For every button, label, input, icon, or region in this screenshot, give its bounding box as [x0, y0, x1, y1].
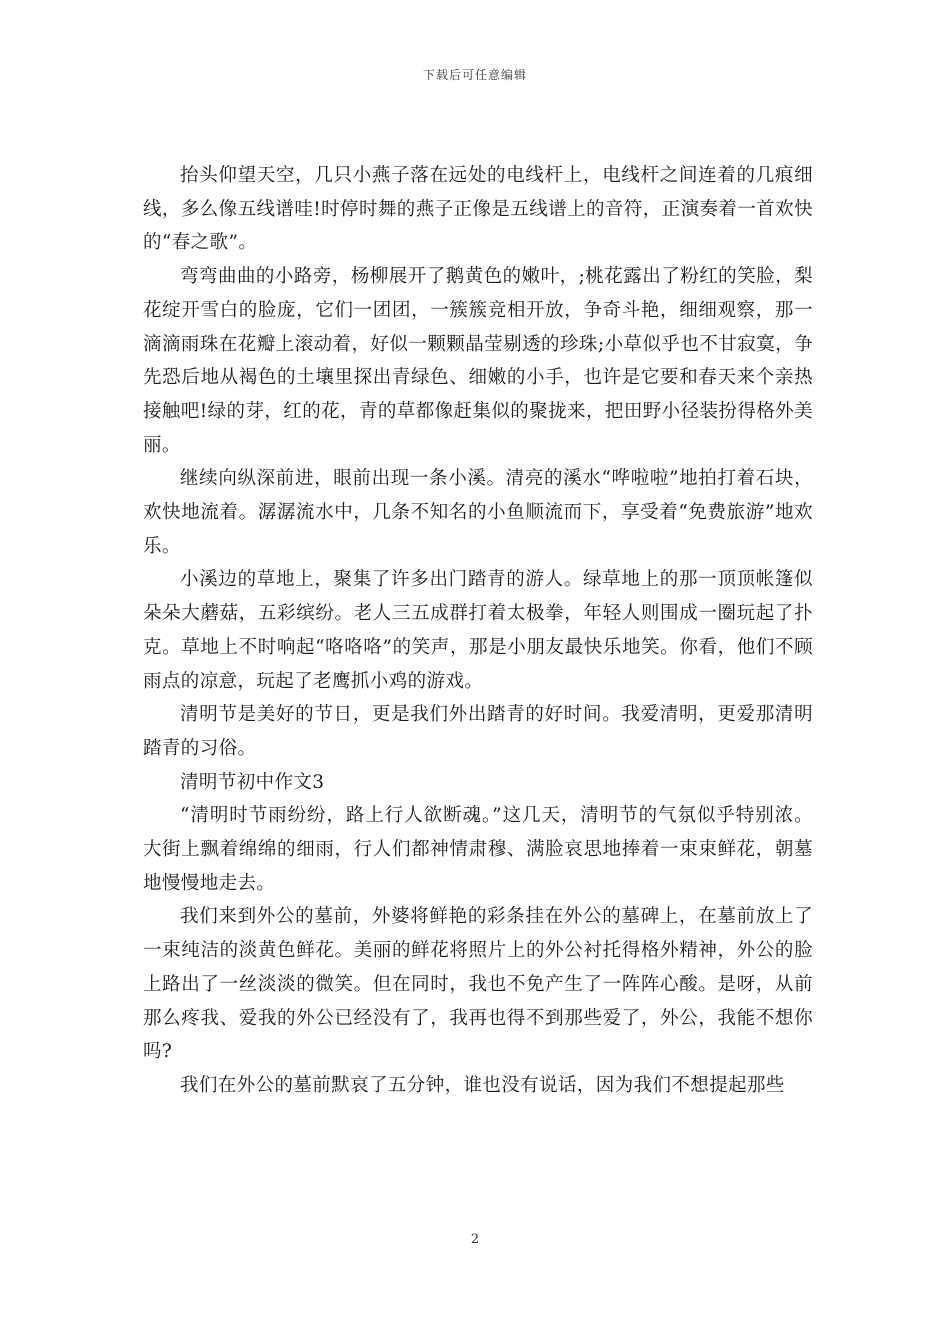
paragraph: 弯弯曲曲的小路旁，杨柳展开了鹅黄色的嫩叶，;桃花露出了粉红的笑脸，梨花绽开雪白的脸庞，它们一团团，一簇簇竞相开放，争奇斗艳，细细观察，那一滴滴雨珠在花瓣上滚动着，好似一颗颗晶莹剔透的珍珠;小草似乎也不甘寂寞，争先恐后地从褐色的土壤里探出青绿色、细嫩的小手，也许是它要和春天来个亲热接触吧!绿的芽，红的花，青的草都像赶集似的聚拢来，把田野小径装扮得格外美丽。 — [143, 266, 813, 456]
paragraph: 清明节是美好的节日，更是我们外出踏青的好时间。我爱清明，更爱那清明踏青的习俗。 — [143, 704, 813, 759]
paragraph: 继续向纵深前进，眼前出现一条小溪。清亮的溪水“哗啦啦”地拍打着石块，欢快地流着。潺潺流水中，几条不知名的小鱼顺流而下，享受着“免费旅游”地欢乐。 — [143, 468, 813, 557]
page-number: 2 — [470, 1232, 480, 1247]
paragraph: 我们在外公的墓前默哀了五分钟，谁也没有说话，因为我们不想提起那些 — [180, 1074, 785, 1096]
paragraph: 小溪边的草地上，聚集了许多出门踏青的游人。绿草地上的那一顶顶帐篷似朵朵大蘑菇，五彩缤纷。老人三五成群打着太极拳，年轻人则围成一圈玩起了扑克。草地上不时响起“咯咯咯”的笑声，那是小朋友最快乐地笑。你看，他们不顾雨点的凉意，玩起了老鹰抓小鸡的游戏。 — [143, 569, 813, 692]
paragraph: 我们来到外公的墓前，外婆将鲜艳的彩条挂在外公的墓碑上，在墓前放上了一束纯洁的淡黄色鲜花。美丽的鲜花将照片上的外公衬托得格外精神，外公的脸上路出了一丝淡淡的微笑。但在同时，我也不免产生了一阵阵心酸。是呀，从前那么疼我、爱我的外公已经没有了，我再也得不到那些爱了，外公，我能不想你吗? — [143, 906, 813, 1063]
page-header: 下载后可任意编辑 — [422, 68, 527, 82]
document-body — [143, 159, 813, 1103]
paragraph: “清明时节雨纷纷，路上行人欲断魂。”这几天，清明节的气氛似乎特别浓。大街上飘着绵绵的细雨，行人们都神情肃穆、满脸哀思地捧着一束束鲜花，朝墓地慢慢地走去。 — [143, 805, 813, 894]
section-title: 清明节初中作文3 — [180, 771, 325, 793]
paragraph: 抬头仰望天空，几只小燕子落在远处的电线杆上，电线杆之间连着的几痕细线，多么像五线谱哇!时停时舞的燕子正像是五线谱上的音符，正演奏着一首欢快的“春之歌”。 — [143, 165, 813, 254]
